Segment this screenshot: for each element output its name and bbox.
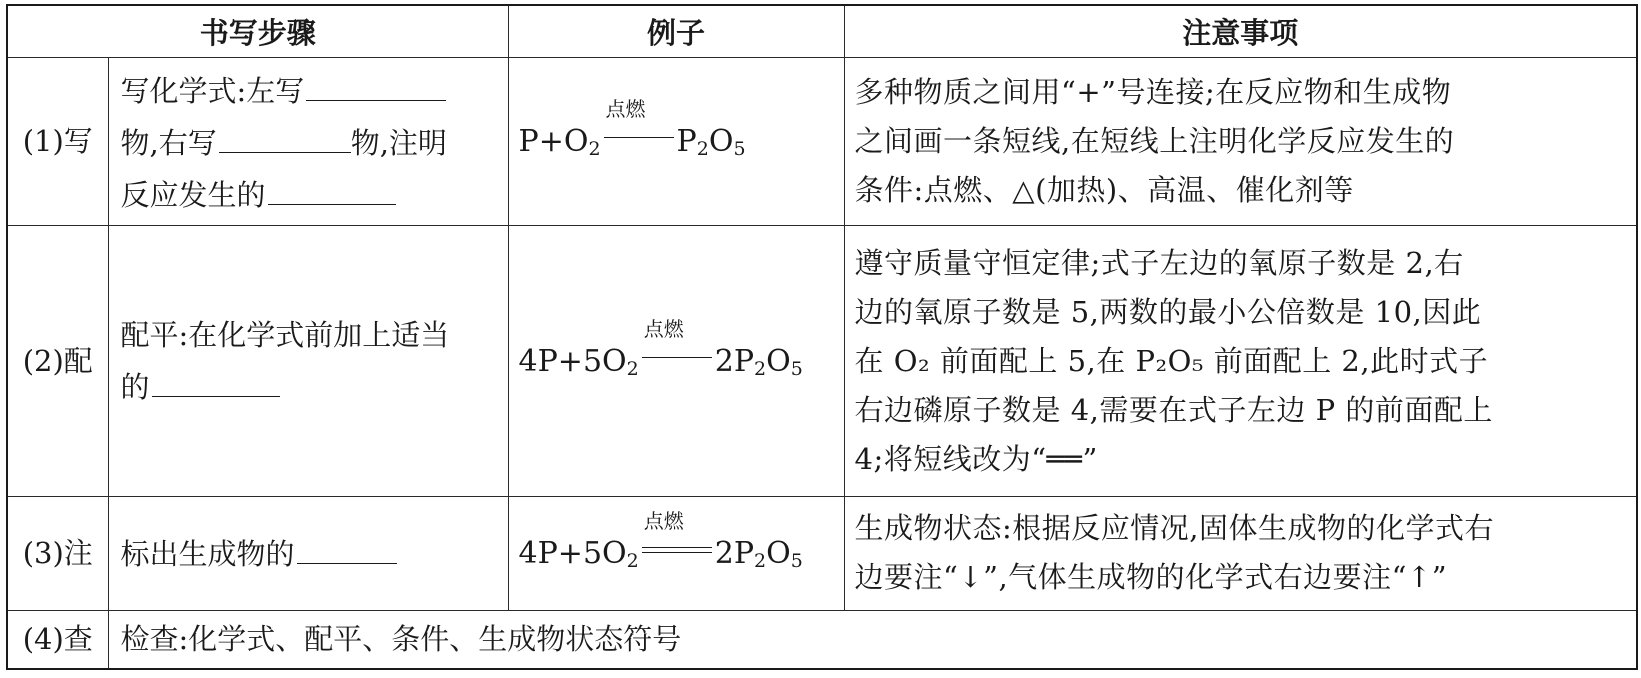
- plus-sign: +: [557, 343, 583, 379]
- reactant-o: O: [563, 124, 589, 160]
- writing-steps-table: [6, 4, 1638, 670]
- instruction-text: 写化学式:左写: [120, 73, 305, 108]
- note-line: 遵守质量守恒定律;式子左边的氧原子数是 2,右: [854, 245, 1464, 280]
- instruction-text: 标出生成物的: [120, 537, 295, 572]
- subscript: 5: [790, 357, 803, 380]
- note-line: 4;将短线改为“══”: [854, 441, 1098, 476]
- step-label: (3)注: [7, 496, 108, 610]
- fill-blank[interactable]: [306, 64, 446, 101]
- subscript: 5: [790, 549, 803, 572]
- instruction-text: 物,注明: [350, 125, 447, 160]
- subscript: 2: [754, 549, 767, 572]
- plus-sign: +: [538, 124, 564, 160]
- double-bar-top: [642, 547, 712, 548]
- reactant-o: O: [602, 343, 627, 379]
- example-equation: [508, 226, 844, 496]
- example-equation: [508, 57, 844, 226]
- table-row: [7, 57, 1637, 226]
- example-equation: [508, 496, 844, 610]
- reaction-equals: [640, 508, 714, 563]
- step-instruction: [108, 496, 508, 610]
- instruction-text: 的: [120, 369, 150, 404]
- coefficient: 5: [582, 535, 603, 571]
- reactant-o: O: [602, 535, 627, 571]
- condition-label: 点燃: [643, 508, 684, 533]
- instruction-text: 反应发生的: [120, 177, 266, 212]
- step-note: [844, 496, 1637, 610]
- step-instruction: [108, 226, 508, 496]
- subscript: 2: [754, 357, 767, 380]
- reactant-p: P: [518, 124, 539, 160]
- note-line: 之间画一条短线,在短线上注明化学反应发生的: [854, 124, 1455, 159]
- note-line: 多种物质之间用“+”号连接;在反应物和生成物: [854, 75, 1452, 110]
- reactant-p: P: [537, 343, 558, 379]
- note-line: 生成物状态:根据反应情况,固体生成物的化学式右: [854, 511, 1495, 546]
- single-bar: [642, 357, 712, 358]
- step-note: [844, 226, 1637, 496]
- product-o: O: [708, 124, 734, 160]
- header-row: [7, 5, 1637, 57]
- reactant-p: P: [537, 535, 558, 571]
- header-notes: 注意事项: [844, 5, 1637, 57]
- step-instruction: 检查:化学式、配平、条件、生成物状态符号: [108, 610, 1637, 669]
- instruction-text: 物,右写: [120, 125, 217, 160]
- header-steps: 书写步骤: [7, 5, 508, 57]
- subscript: 2: [588, 138, 601, 161]
- product-p: P: [733, 343, 755, 379]
- product-o: O: [766, 343, 791, 379]
- step-label: (4)查: [7, 610, 108, 669]
- step-label: (2)配: [7, 226, 108, 496]
- note-line: 边的氧原子数是 5,两数的最小公倍数是 10,因此: [854, 294, 1482, 329]
- reaction-arrow: [640, 316, 714, 371]
- fill-blank[interactable]: [297, 527, 397, 564]
- step-label: (1)写: [7, 57, 108, 226]
- coefficient: 2: [714, 535, 734, 571]
- product-p: P: [676, 124, 697, 160]
- step-instruction: [108, 57, 508, 226]
- header-example: 例子: [508, 5, 844, 57]
- step-note: [844, 57, 1637, 226]
- fill-blank[interactable]: [219, 116, 351, 153]
- product-o: O: [766, 535, 791, 571]
- subscript: 5: [733, 138, 746, 161]
- table-row: [7, 226, 1637, 496]
- note-line: 边要注“↓”,气体生成物的化学式右边要注“↑”: [854, 560, 1448, 595]
- product-p: P: [733, 535, 755, 571]
- coefficient: 4: [518, 343, 538, 379]
- note-line: 右边磷原子数是 4,需要在式子左边 P 的前面配上: [854, 392, 1493, 427]
- subscript: 2: [626, 357, 639, 380]
- table-row: [7, 610, 1637, 669]
- reaction-arrow: [602, 97, 676, 151]
- fill-blank[interactable]: [268, 168, 396, 205]
- coefficient: 2: [714, 343, 734, 379]
- coefficient: 4: [518, 535, 538, 571]
- plus-sign: +: [557, 535, 583, 571]
- subscript: 2: [626, 549, 639, 572]
- double-bar-bottom: [642, 552, 712, 553]
- condition-label: 点燃: [643, 316, 684, 341]
- coefficient: 5: [582, 343, 603, 379]
- instruction-text: 配平:在化学式前加上适当: [120, 317, 450, 352]
- condition-label: 点燃: [605, 97, 646, 122]
- note-line: 条件:点燃、△(加热)、高温、催化剂等: [854, 173, 1354, 208]
- fill-blank[interactable]: [152, 360, 280, 397]
- single-bar: [604, 137, 674, 138]
- note-line: 在 O₂ 前面配上 5,在 P₂O₅ 前面配上 2,此时式子: [854, 343, 1489, 378]
- table-row: [7, 496, 1637, 610]
- subscript: 2: [696, 138, 709, 161]
